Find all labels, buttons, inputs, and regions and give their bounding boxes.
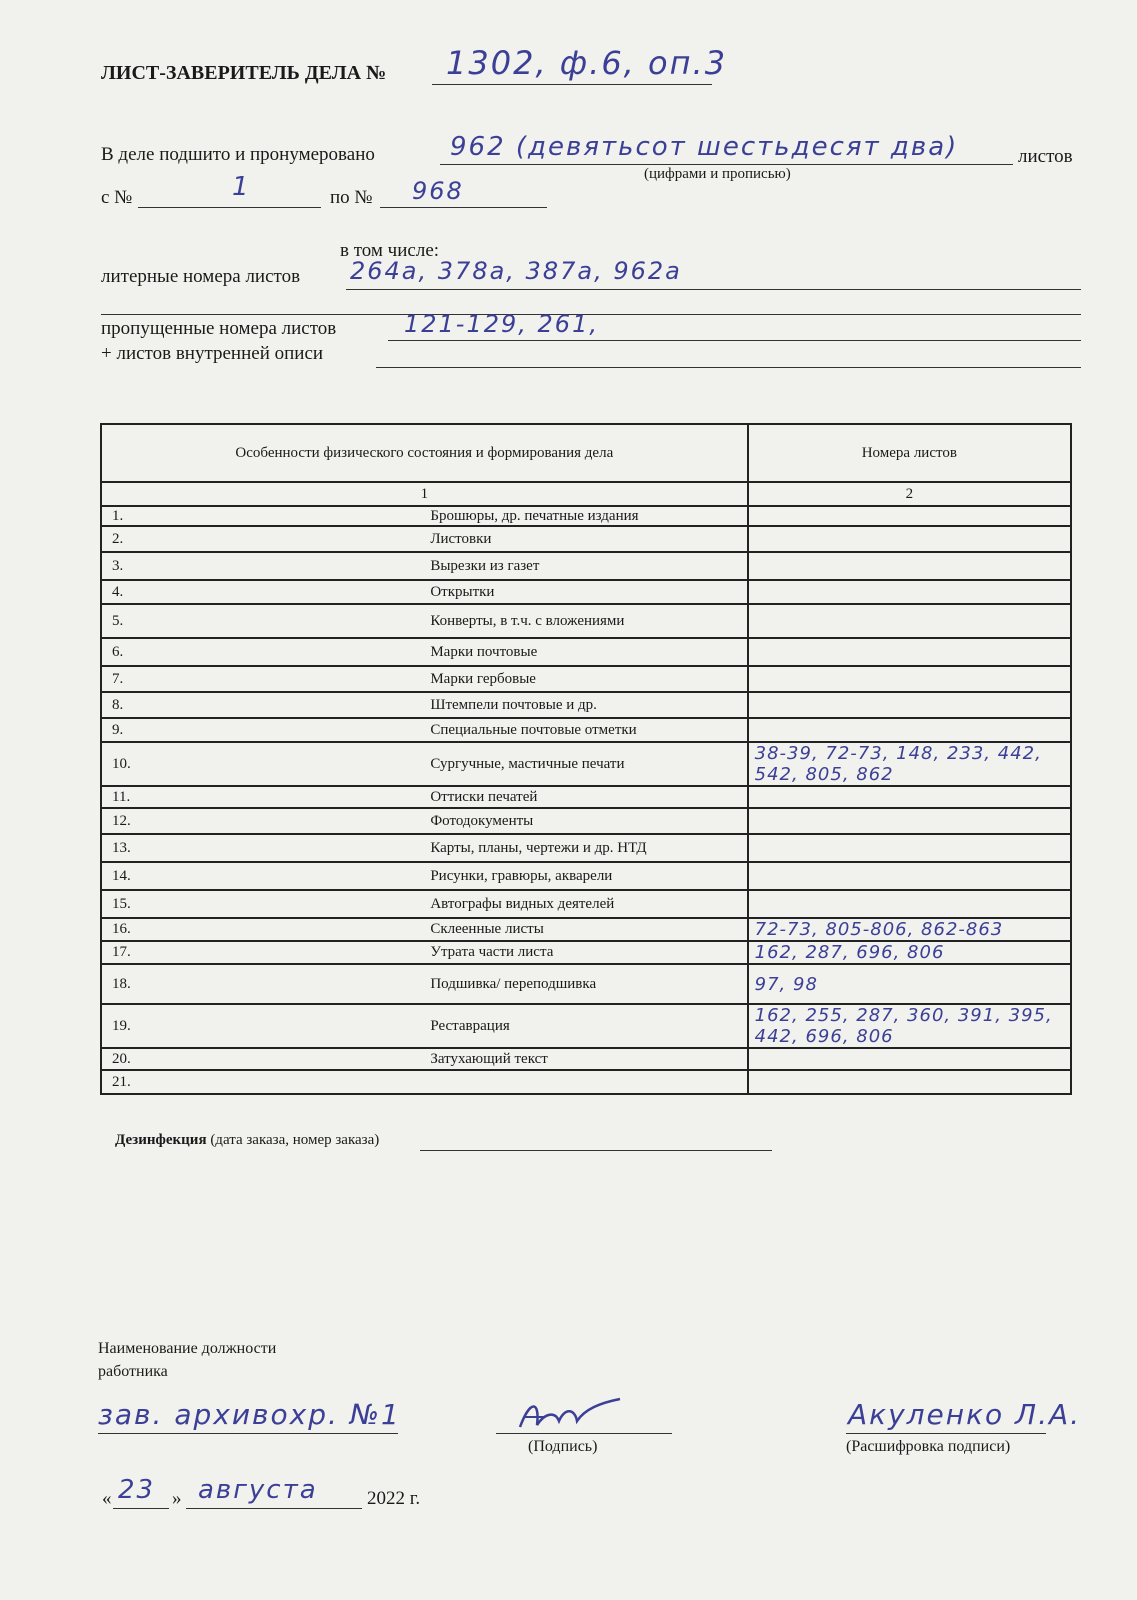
table-row (101, 1048, 1071, 1070)
row-number: 17. (101, 941, 424, 964)
decode-line (846, 1433, 1046, 1434)
disinfection-line (420, 1150, 772, 1151)
row-number: 2. (101, 526, 424, 552)
table-row (101, 941, 1071, 964)
day-line (113, 1508, 169, 1509)
row-value (748, 808, 1071, 834)
row-label: Рисунки, гравюры, акварели (424, 862, 747, 890)
missing-label: пропущенные номера листов (101, 318, 337, 339)
row-number: 16. (101, 918, 424, 941)
missing-handwritten: 121-129, 261, (404, 310, 599, 338)
row-value (748, 786, 1071, 808)
row-label: Брошюры, др. печатные издания (424, 506, 747, 526)
row-label: Штемпели почтовые и др. (424, 692, 747, 718)
letter-handwritten: 264а, 378а, 387а, 962а (350, 257, 682, 285)
row-value (748, 638, 1071, 666)
decode-label: (Расшифровка подписи) (846, 1438, 1011, 1455)
position-handwritten: зав. архивохр. №1 (98, 1398, 401, 1431)
row-label: Подшивка/ переподшивка (424, 964, 747, 1004)
row-value (748, 506, 1071, 526)
row-value (748, 1048, 1071, 1070)
row-number: 5. (101, 604, 424, 638)
row-number: 1. (101, 506, 424, 526)
row-value: 72-73, 805-806, 862-863 (748, 918, 1071, 941)
table-row (101, 692, 1071, 718)
row-value (748, 526, 1071, 552)
missing-line (388, 340, 1081, 341)
row-number: 12. (101, 808, 424, 834)
letter-line (346, 289, 1081, 290)
including-label: в том числе: (340, 240, 440, 261)
sewn-handwritten: 962 (девятьсот шестьдесят два) (450, 132, 959, 162)
col1-header: Особенности физического состояния и формирования дела (101, 424, 748, 482)
row-label: Реставрация (424, 1004, 747, 1048)
row-value (748, 834, 1071, 862)
row-label: Листовки (424, 526, 747, 552)
row-number: 10. (101, 742, 424, 786)
table-row (101, 742, 1071, 786)
physical-condition-table (100, 423, 1072, 1095)
disinfection-bold: Дезинфекция (115, 1132, 207, 1148)
sewn-label: В деле подшито и пронумеровано (101, 144, 375, 165)
table-row (101, 1070, 1071, 1094)
disinfection-rest: (дата заказа, номер заказа) (210, 1132, 380, 1148)
row-value: 162, 287, 696, 806 (748, 941, 1071, 964)
sheets-label: листов (1018, 146, 1073, 167)
row-number: 15. (101, 890, 424, 918)
case-number-handwritten: 1302, ф.6, оп.3 (446, 44, 728, 82)
table-number-row (101, 482, 1071, 506)
table-row (101, 526, 1071, 552)
table-row (101, 666, 1071, 692)
date-open: « (102, 1488, 112, 1509)
to-handwritten: 968 (412, 177, 464, 205)
table-row (101, 604, 1071, 638)
row-value (748, 862, 1071, 890)
row-number: 14. (101, 862, 424, 890)
row-label: Карты, планы, чертежи и др. НТД (424, 834, 747, 862)
table-row (101, 862, 1071, 890)
table-row (101, 890, 1071, 918)
row-value (748, 666, 1071, 692)
row-label: Специальные почтовые отметки (424, 718, 747, 742)
from-label: с № (101, 187, 133, 208)
inner-inventory-label: + листов внутренней описи (101, 343, 324, 364)
row-label: Утрата части листа (424, 941, 747, 964)
from-handwritten: 1 (232, 172, 251, 202)
hint-label: (цифрами и прописью) (644, 166, 791, 182)
date-close: » (172, 1488, 182, 1509)
day-handwritten: 23 (118, 1475, 156, 1505)
row-number: 6. (101, 638, 424, 666)
row-number: 19. (101, 1004, 424, 1048)
row-label: Сургучные, мастичные печати (424, 742, 747, 786)
row-label: Марки гербовые (424, 666, 747, 692)
row-value (748, 1070, 1071, 1094)
row-label: Конверты, в т.ч. с вложениями (424, 604, 747, 638)
table-row (101, 580, 1071, 604)
table-row (101, 808, 1071, 834)
sewn-line (440, 164, 1013, 165)
row-label: Автографы видных деятелей (424, 890, 747, 918)
signature-label: (Подпись) (528, 1438, 598, 1455)
from-line (138, 207, 321, 208)
row-number: 3. (101, 552, 424, 580)
row-number: 13. (101, 834, 424, 862)
month-handwritten: августа (198, 1475, 318, 1505)
table-row (101, 718, 1071, 742)
row-value (748, 580, 1071, 604)
row-value: 97, 98 (748, 964, 1071, 1004)
table-row (101, 506, 1071, 526)
row-number: 11. (101, 786, 424, 808)
row-value: 38-39, 72-73, 148, 233, 442, 542, 805, 862 (748, 742, 1071, 786)
row-value (748, 552, 1071, 580)
table-header-row (101, 424, 1071, 482)
col2-header: Номера листов (748, 424, 1071, 482)
row-number: 18. (101, 964, 424, 1004)
document-title: ЛИСТ-ЗАВЕРИТЕЛЬ ДЕЛА № (101, 62, 387, 84)
row-number: 7. (101, 666, 424, 692)
row-label: Открытки (424, 580, 747, 604)
letter-label: литерные номера листов (101, 266, 301, 287)
position-line (98, 1433, 398, 1434)
row-number: 21. (101, 1070, 424, 1094)
table-row (101, 786, 1071, 808)
worker-label: работника (98, 1363, 168, 1380)
row-number: 9. (101, 718, 424, 742)
month-line (186, 1508, 362, 1509)
table-row (101, 964, 1071, 1004)
row-number: 8. (101, 692, 424, 718)
case-number-line (432, 84, 712, 85)
position-label: Наименование должности (98, 1340, 277, 1357)
row-value (748, 604, 1071, 638)
row-label: Фотодокументы (424, 808, 747, 834)
row-label: Склеенные листы (424, 918, 747, 941)
table-row (101, 1004, 1071, 1048)
to-label: по № (330, 187, 373, 208)
disinfection-label (115, 1132, 379, 1149)
row-label: Затухающий текст (424, 1048, 747, 1070)
table-row (101, 918, 1071, 941)
row-number: 4. (101, 580, 424, 604)
row-value (748, 890, 1071, 918)
inner-inventory-line (376, 367, 1081, 368)
col1-number: 1 (101, 482, 748, 506)
to-line (380, 207, 547, 208)
table-row (101, 834, 1071, 862)
row-label (424, 1070, 747, 1094)
row-value: 162, 255, 287, 360, 391, 395, 442, 696, 806 (748, 1004, 1071, 1048)
row-number: 20. (101, 1048, 424, 1070)
col2-number: 2 (748, 482, 1071, 506)
signature-scribble (515, 1395, 625, 1435)
row-label: Марки почтовые (424, 638, 747, 666)
year-label: 2022 г. (367, 1488, 421, 1509)
table-row (101, 638, 1071, 666)
row-value (748, 692, 1071, 718)
row-label: Вырезки из газет (424, 552, 747, 580)
decode-handwritten: Акуленко Л.А. (848, 1398, 1082, 1431)
table-row (101, 552, 1071, 580)
row-label: Оттиски печатей (424, 786, 747, 808)
row-value (748, 718, 1071, 742)
